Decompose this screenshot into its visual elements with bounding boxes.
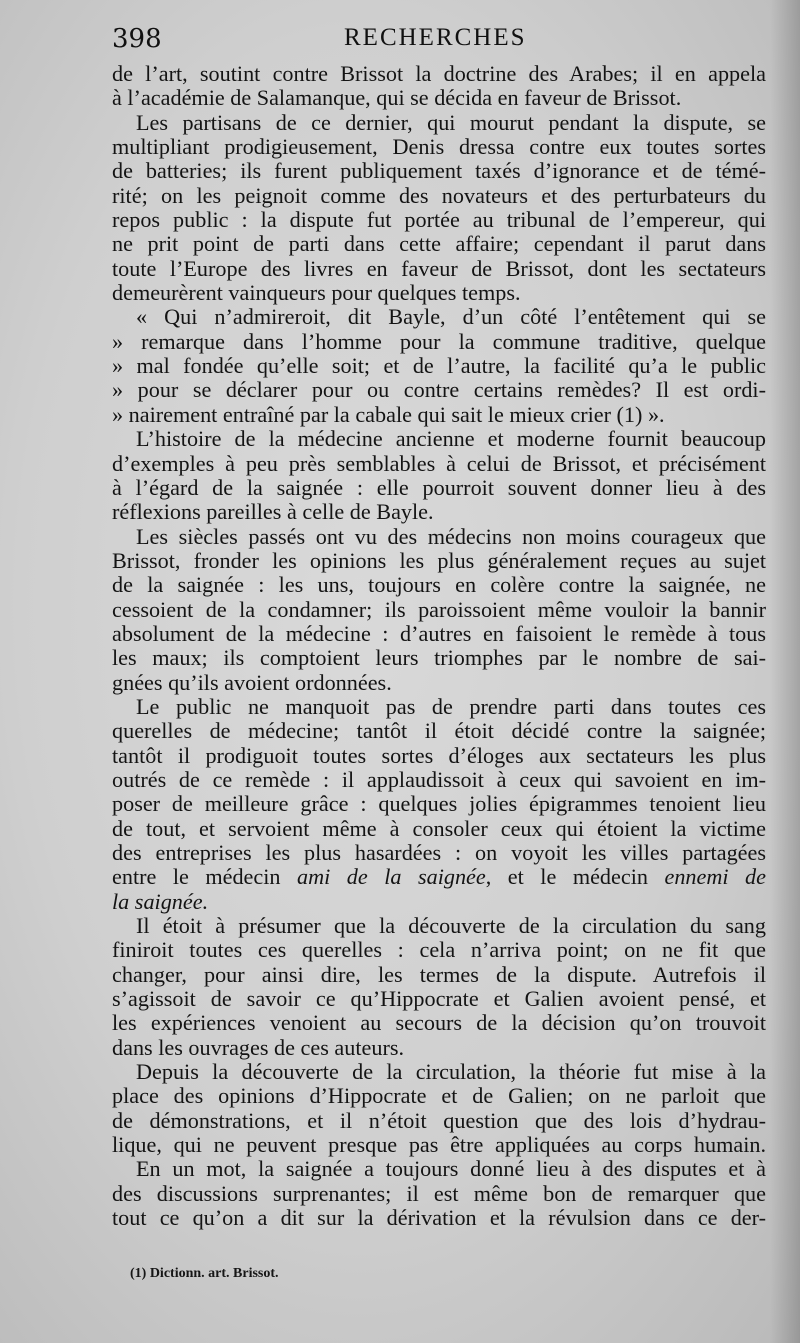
text-line: de démonstrations, et il n’étoit question que des lois d’hydrau- — [112, 1107, 766, 1133]
text-line: Depuis la découverte de la circulation, la théorie fut mise à la — [136, 1059, 766, 1085]
text-line: rité; on les peignoit comme des novateurs et des perturbateurs du — [112, 182, 766, 208]
text-line: gnées qu’ils avoient ordonnées. — [112, 669, 392, 695]
text-line: Brissot, fronder les opinions les plus généralement reçues au sujet — [112, 547, 766, 573]
text-line: querelles de médecine; tantôt il étoit décidé contre la saignée; — [112, 718, 766, 744]
text-line: Les partisans de ce dernier, qui mourut pendant la dispute, se — [136, 109, 766, 135]
text-line: » mal fondée qu’elle soit; et de l’autre, la facilité qu’a le public — [112, 353, 766, 379]
text-line-italic-mix — [112, 865, 766, 889]
text-line: » nairement entraîné par la cabale qui sait le mieux crier (1) ». — [112, 401, 665, 427]
italic-text-line: la saignée. — [112, 888, 209, 914]
text-line: lique, qui ne peuvent presque pas être appliquées au corps humain. — [112, 1132, 766, 1158]
text-line: réflexions pareilles à celle de Bayle. — [112, 499, 434, 525]
text-run: entre le médecin — [112, 864, 297, 890]
italic-text: ennemi de — [664, 864, 766, 890]
text-line: « Qui n’admireroit, dit Bayle, d’un côté l’entêtement qui se — [136, 304, 766, 330]
running-title: RECHERCHES — [344, 24, 527, 51]
text-line: ne prit point de parti dans cette affaire; cependant il parut dans — [112, 231, 766, 257]
text-line: Le public ne manquoit pas de prendre parti dans toutes ces — [136, 693, 766, 719]
text-line: absolument de la médecine : d’autres en faisoient le remède à tous — [112, 620, 766, 646]
text-line: s’agissoit de savoir ce qu’Hippocrate et Galien avoient pensé, et — [112, 986, 766, 1012]
text-line: finiroit toutes ces querelles : cela n’arriva point; on ne fit que — [112, 937, 766, 963]
footnote: (1) Dictionn. art. Brissot. — [130, 1266, 279, 1281]
text-line: dans les ouvrages de ces auteurs. — [112, 1034, 405, 1060]
text-line: » pour se déclarer pour ou contre certains remèdes? Il est ordi- — [112, 377, 766, 403]
text-line: de tout, et servoient même à consoler ceux qui étoient la victime — [112, 815, 766, 841]
text-line: L’histoire de la médecine ancienne et moderne fournit beaucoup — [136, 426, 766, 452]
text-line: » remarque dans l’homme pour la commune traditive, quelque — [112, 328, 766, 354]
page-header — [112, 20, 772, 60]
italic-text: ami de la saignée — [297, 864, 486, 890]
text-line: de la saignée : les uns, toujours en colère contre la saignée, ne — [112, 572, 766, 598]
text-line: toute l’Europe des livres en faveur de Brissot, dont les sectateurs — [112, 255, 766, 281]
text-line: En un mot, la saignée a toujours donné lieu à des disputes et à — [136, 1156, 766, 1182]
text-run: , et le médecin — [485, 864, 665, 890]
text-line: de l’art, soutint contre Brissot la doctrine des Arabes; il en appela — [112, 61, 766, 86]
text-line: multipliant prodigieusement, Denis dressa contre eux toutes sortes — [112, 134, 766, 160]
text-line: tout ce qu’on a dit sur la dérivation et la révulsion dans ce der- — [112, 1205, 766, 1231]
text-line: place des opinions d’Hippocrate et de Galien; on ne parloit que — [112, 1083, 766, 1109]
text-line: Il étoit à présumer que la découverte de la circulation du sang — [136, 913, 766, 939]
text-line: demeurèrent vainqueurs pour quelques temps. — [112, 280, 521, 306]
text-line: changer, pour ainsi dire, les termes de la dispute. Autrefois il — [112, 961, 766, 987]
text-line: cessoient de la condamner; ils paroissoient même vouloir la bannir — [112, 596, 766, 622]
text-line: les maux; ils comptoient leurs triomphes par le nombre de sai- — [112, 645, 766, 671]
text-line: des entreprises les plus hasardées : on voyoit les villes partagées — [112, 840, 766, 865]
text-line: à l’académie de Salamanque, qui se décida en faveur de Brissot. — [112, 85, 682, 111]
text-line: d’exemples à peu près semblables à celui de Brissot, et précisément — [112, 450, 766, 476]
text-line: outrés de ce remède : il applaudissoit à ceux qui savoient en im- — [112, 766, 766, 792]
text-line: repos public : la dispute fut portée au tribunal de l’empereur, qui — [112, 207, 766, 233]
text-line: de batteries; ils furent publiquement taxés d’ignorance et de témé- — [112, 158, 766, 184]
text-line: les expériences venoient au secours de la décision qu’on trouvoit — [112, 1010, 766, 1036]
text-line: Les siècles passés ont vu des médecins non moins courageux que — [136, 523, 766, 549]
page-number: 398 — [112, 24, 162, 54]
body-text — [112, 62, 766, 1231]
text-line: poser de meilleure grâce : quelques jolies épigrammes tenoient lieu — [112, 791, 766, 817]
text-line: à l’égard de la saignée : elle pourroit souvent donner lieu à des — [112, 474, 766, 500]
text-line: des discussions surprenantes; il est même bon de remarquer que — [112, 1180, 766, 1206]
text-line: tantôt il prodiguoit toutes sortes d’éloges aux sectateurs les plus — [112, 742, 766, 768]
